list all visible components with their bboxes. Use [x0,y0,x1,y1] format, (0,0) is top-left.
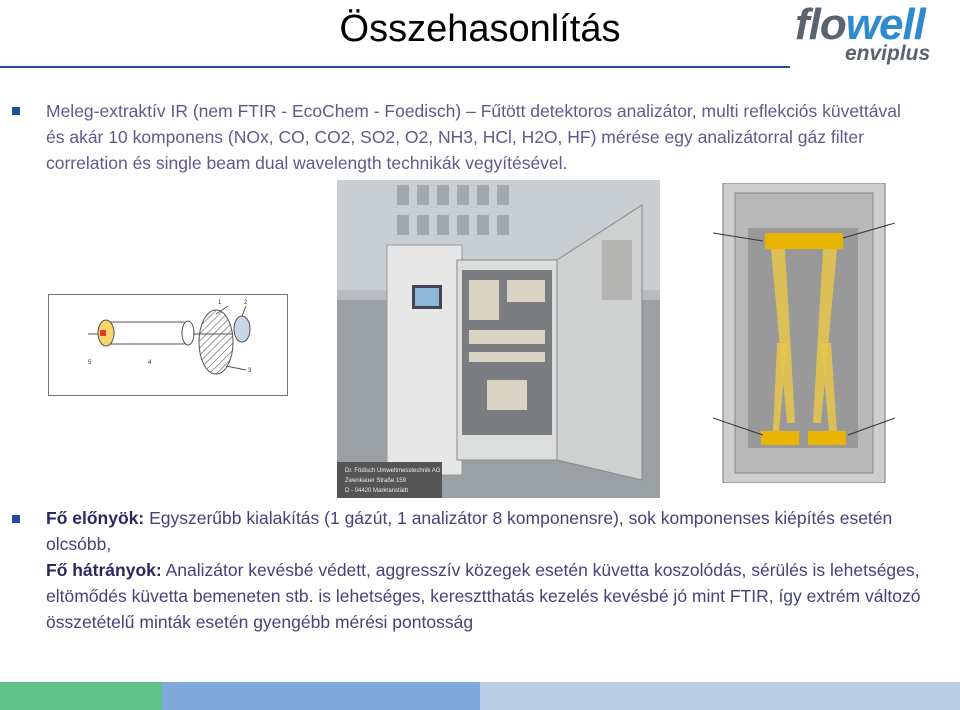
diagram-label-4: 4 [148,360,152,366]
advantages-label: Fő előnyök: [46,508,145,528]
logo-subtitle: enviplus [845,42,931,65]
cabinet-plate-line-2: Zwenkauer Straße 159 [345,478,407,484]
cabinet-plate-line-1: Dr. Födisch Umweltmesstechnik AG [345,468,441,474]
footer-segment-green [0,682,162,710]
diagram-label-5: 5 [88,360,92,366]
footer-segment-light [480,682,960,710]
analyzer-schematic-image [48,294,288,396]
footer-segment-blue [162,682,480,710]
logo-text-flo: flo [795,0,846,49]
logo-text-well: well [845,0,925,49]
section2-text [46,505,951,635]
page-title: Összehasonlítás [339,8,621,50]
advantages-text: Egyszerűbb kialakítás (1 gázút, 1 analizátor 8 komponensre), sok komponenses kiépítés esetén olcsóbb, [46,508,893,554]
diagram-label-3: 3 [248,368,252,374]
cuvette-cross-section-image [713,183,895,483]
title-rule [0,66,790,68]
analyzer-cabinet-photo [337,180,660,498]
footer-bar [0,682,960,710]
diagram-label-2: 2 [244,300,248,306]
bullet-square-icon [12,515,20,523]
disadvantages-text: Analizátor kevésbé védett, aggresszív közegek esetén küvetta koszolódás, sérülés is lehetséges, eltömődés küvetta bemeneten stb. is lehetséges, keresztthatás kezelés kevésbé jó mint FTIR, így extrém változó összetételű minták esetén gyengébb mérési pontosság [46,560,921,632]
flowell-logo [795,0,945,66]
disadvantages-label: Fő hátrányok: [46,560,162,580]
section1-text: Meleg-extraktív IR (nem FTIR - EcoChem - Foedisch) – Fűtött detektoros analizátor, multi reflekciós küvettával és akár 10 komponens (NOx, CO, CO2, SO2, O2, NH3, HCl, H2O, HF) mérése egy analizátorral gáz filter correlation és single beam dual wavelength technikák vegyítésével. [46,101,901,173]
diagram-label-1: 1 [218,300,222,306]
cabinet-plate-line-3: D - 04420 Markranstädt [345,488,409,494]
bullet-square-icon [12,107,20,115]
